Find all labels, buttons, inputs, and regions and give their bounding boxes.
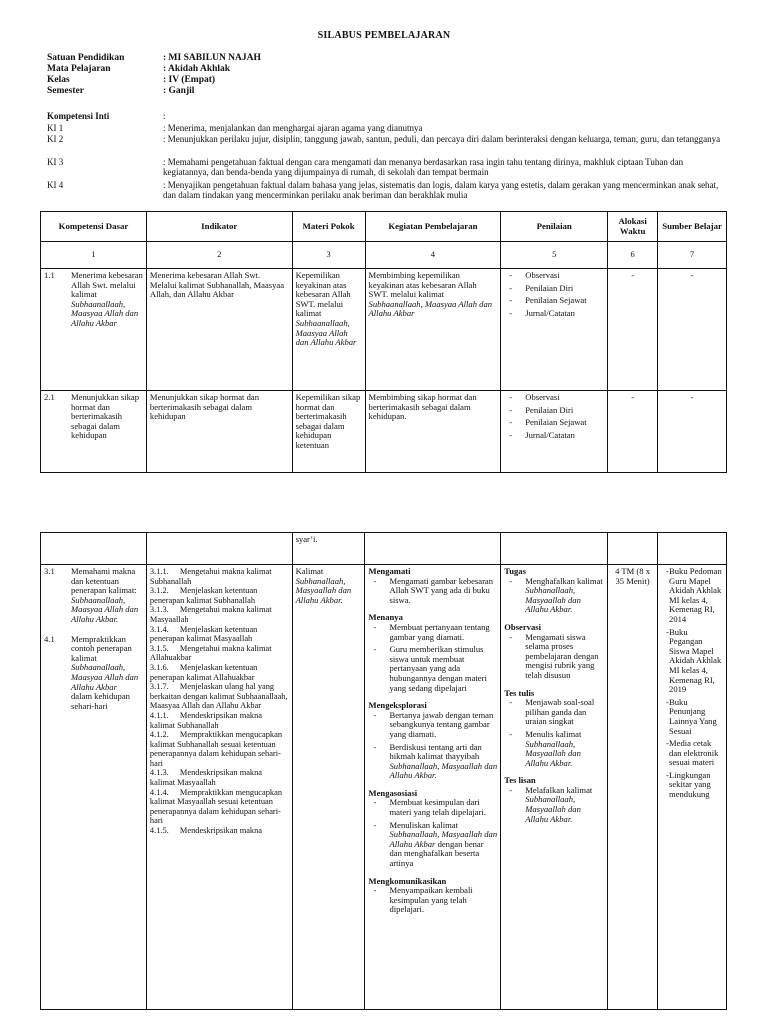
kegiatan-cell (365, 565, 501, 1010)
materi-italic: Subhaanallaah, Maasyaa Allah dan Allahu Akbar (295, 317, 357, 348)
list-item (504, 786, 604, 824)
indikator-text: Mengetahui makna kalimat Subhanallah (149, 567, 272, 586)
list-item: - Buku Pegangan Siswa Mapel Akidah Akhlak MI kelas 4, Kemenag RI, 2019 (661, 628, 723, 695)
item-text: Menulis kalimat (525, 728, 582, 739)
header-materi-pokok: Materi Pokok (292, 212, 365, 242)
materi-cell (292, 565, 365, 1010)
ki-text: : Memahami pengetahuan faktual dengan cara mengamati dan menanya berdasarkan rasa ingin tahu tentang dirinya, makhluk ciptaan Tuhan dan kegiatannya, dan benda-benda yang dijumpainya di rumah, di sekolah dan tempat bermain (163, 157, 684, 177)
syllabus-table-2 (40, 532, 727, 1010)
ki-label: KI 3 (47, 157, 64, 167)
kd-text: Memahami makna dan ketentuan penerapan kalimat: (71, 566, 137, 596)
kd-cell (41, 565, 147, 1010)
sumber-cell: - (658, 269, 727, 391)
kegiatan-cell (365, 269, 501, 391)
kd-number: 1.1 (44, 270, 55, 280)
header-penilaian: Penilaian (501, 212, 608, 242)
column-number: 6 (608, 242, 658, 269)
list-item: - Mengamati siswa selama proses pembelajaran dengan mengisi rubrik yang telah disusun (504, 633, 604, 681)
sumber-cell (658, 565, 727, 1010)
kegiatan-text: Membimbing kepemilikan keyakinan atas kebesaran Allah SWT. melalui kalimat (368, 270, 477, 300)
empty-cell (501, 533, 608, 565)
list-item: - Penilaian Sejawat (504, 418, 604, 428)
kegiatan-italic: Subhaanallaah, Maasyaa Allah dan Allahu Akbar (368, 298, 493, 319)
list-item (504, 577, 604, 615)
kd-number: 4.1 (44, 633, 55, 644)
indikator-number: 3.1.7. (149, 682, 169, 692)
indikator-number: 3.1.3. (149, 605, 169, 615)
header-kompetensi-dasar: Kompetensi Dasar (41, 212, 147, 242)
empty-cell (608, 533, 658, 565)
empty-cell (41, 533, 147, 565)
table-row (41, 533, 727, 565)
ki-text: : Menyajikan pengetahuan faktual dalam bahasa yang jelas, sistematis dan logis, dalam karya yang estetis, dalam gerakan yang mencerminkan anak sehat, dan dalam tindakan yang mencerminkan perilaku anak beriman dan berakhlak mulia (163, 180, 719, 200)
indikator-text: Menjelaskan ketentuan penerapan kalimat Allahuakbar (149, 662, 258, 682)
header-sumber-belajar: Sumber Belajar (658, 212, 727, 242)
indikator-text: Menjelaskan ketentuan penerapan kalimat Subhanallah (149, 586, 258, 605)
materi-cell: Kepemilikan sikap hormat dan berterimakasih sebagai dalam kehidupan ketentuan (292, 391, 365, 473)
column-number: 2 (146, 242, 292, 269)
sumber-cell: - (658, 391, 727, 473)
list-item: - Guru memberikan stimulus siswa untuk membuat pertanyaan yang ada hubungannya dengan materi yang sedang dipelajari (368, 645, 497, 693)
item-italic: Subhanallaah, Masyaallah dan Allahu Akbar. (525, 738, 581, 768)
indikator-text: Mendeskripsikan makna (179, 826, 263, 836)
ki-text: : Menunjukkan perilaku jujur, disiplin, tanggung jawab, santun, peduli, dan percaya diri dalam berinteraksi dengan keluarga, teman, guru, dan tetangganya (163, 134, 721, 144)
indikator-text: Mengetahui makna kalimat Allahuakbar (149, 643, 272, 663)
indikator-cell (146, 565, 292, 1010)
penilaian-cell (501, 391, 608, 473)
ki-colon: : (163, 111, 166, 121)
identity-label: Satuan Pendidikan (47, 53, 125, 63)
list-item (150, 730, 289, 768)
indikator-text: Mendeskripsikan makna kalimat Subhanallah (149, 710, 263, 730)
indikator-cell: Menunjukkan sikap hormat dan berterimakasih sebagai dalam kehidupan (146, 391, 292, 473)
list-item: - Menjawab soal-soal pilihan ganda dan uraian singkat (504, 698, 604, 727)
list-item (150, 826, 289, 836)
identity-label: Mata Pelajaran (47, 64, 111, 74)
table-row (41, 565, 727, 1010)
ki-label: KI 2 (47, 134, 64, 144)
list-item: - Buku Penunjang Lainnya Yang Sesuai (661, 698, 723, 736)
list-item (150, 768, 289, 787)
list-item: - Membuat kesimpulan dari materi yang telah dipelajari. (368, 798, 497, 817)
list-item: - Lingkungan sekitar yang mendukung (661, 771, 723, 800)
table-row (41, 391, 727, 473)
item-italic: Subhanallaah, Masyaallah dan Allahu Akbar. (525, 794, 581, 824)
page-title: SILABUS PEMBELAJARAN (317, 30, 451, 41)
ki-label: KI 4 (47, 180, 64, 190)
list-item (150, 663, 289, 682)
kd-text: Menerima kebesaran Allah Swt. melalui kalimat (71, 270, 143, 300)
section-heading: Menanya (368, 612, 403, 623)
item-text: Berdiskusi tentang arti dan hikmah kalimat thayyibah (389, 741, 482, 762)
identity-value: : Ganjil (163, 86, 195, 96)
materi-cell (292, 269, 365, 391)
item-italic: Subhanallaah, Masyaallah dan Allahu Akbar. (525, 585, 581, 615)
list-item (368, 821, 497, 869)
section-heading: Mengamati (368, 566, 411, 576)
list-item (150, 567, 289, 586)
list-item: - Membuat pertanyaan tentang gambar yang diamati. (368, 623, 497, 642)
indikator-text: Mempraktikkan mengucapkan kalimat Subhanallah sesuai ketentuan penerapannya dalam kehidupan sehari-hari (149, 730, 283, 768)
kd-italic: Subhaanallaah, Maasyaa Allah dan Allahu Akbar (71, 298, 139, 328)
indikator-number: 3.1.2. (149, 586, 169, 596)
item-text: dengan benar dan menghafalkan beserta artinya (389, 838, 484, 869)
indikator-number: 3.1.5. (149, 643, 169, 653)
list-item (150, 625, 289, 644)
item-text: Melafalkan kalimat (525, 784, 593, 795)
section-heading: Mengasosiasi (368, 787, 418, 798)
empty-cell (365, 533, 501, 565)
alokasi-cell: 4 TM (8 x 35 Menit) (608, 565, 658, 1010)
column-number: 4 (365, 242, 501, 269)
empty-cell (658, 533, 727, 565)
list-item: - Observasi (504, 271, 604, 281)
indikator-cell: Menerima kebesaran Allah Swt. Melalui kalimat Subhanallah, Maasyaa Allah, dan Allahu Akbar (146, 269, 292, 391)
column-number: 3 (292, 242, 365, 269)
list-item: - Buku Pedoman Guru Mapel Akidah Akhlak MI kelas 4, Kemenag RI, 2014 (661, 567, 723, 625)
list-item: - Bertanya jawab dengan teman sebangkunya tentang gambar yang diamati. (368, 711, 497, 740)
indikator-number: 4.1.1. (149, 710, 169, 720)
indikator-text: Menjelaskan ulang hal yang berkaitan dengan kalimat Subhaanallaah, Maasyaa Allah dan Allahu Akbar (149, 682, 288, 711)
list-item (368, 743, 497, 781)
header-kegiatan: Kegiatan Pembelajaran (365, 212, 501, 242)
list-item (150, 682, 289, 711)
section-heading: Tes tulis (504, 687, 535, 698)
section-heading: Mengeksplorasi (368, 700, 427, 711)
indikator-number: 4.1.2. (149, 730, 169, 740)
materi-continuation: syar’i. (292, 533, 365, 565)
item-italic: Subhanallaah, Masyaallah dan Allahu Akbar (389, 829, 498, 849)
column-number: 5 (501, 242, 608, 269)
list-item (150, 605, 289, 624)
ki-label: KI 1 (47, 123, 64, 133)
list-item: - Jurnal/Catatan (504, 431, 604, 441)
section-heading: Observasi (504, 621, 542, 632)
indikator-number: 4.1.4. (149, 787, 169, 797)
header-alokasi-waktu: Alokasi Waktu (608, 212, 658, 242)
list-item (150, 644, 289, 663)
list-item: - Observasi (504, 393, 604, 403)
section-heading: Mengkomunikasikan (368, 875, 447, 886)
list-item (504, 730, 604, 768)
ki-heading: Kompetensi Inti (47, 111, 110, 121)
kd-number: 2.1 (44, 392, 55, 402)
materi-text: Kalimat (295, 566, 324, 576)
indikator-text: Mendeskripsikan makna kalimat Masyaallah (149, 768, 263, 788)
item-text: Menuliskan kalimat (389, 819, 458, 830)
list-item: - Penilaian Sejawat (504, 296, 604, 306)
indikator-number: 4.1.5. (149, 826, 169, 836)
list-item: - Penilaian Diri (504, 284, 604, 294)
identity-value: : IV (Empat) (163, 75, 216, 85)
header-indikator: Indikator (146, 212, 292, 242)
identity-value: : Akidah Akhlak (163, 64, 231, 74)
empty-cell (146, 533, 292, 565)
section-heading: Tugas (504, 566, 526, 576)
penilaian-cell (501, 565, 608, 1010)
list-item: - Penilaian Diri (504, 406, 604, 416)
list-item (150, 788, 289, 826)
identity-value: : MI SABILUN NAJAH (163, 53, 261, 63)
section-heading: Tes lisan (504, 775, 536, 786)
indikator-text: Menjelaskan ketentuan penerapan kalimat Masyaallah (149, 624, 258, 644)
materi-italic: Subhanallaah, Masyaallah dan Allahu Akbar. (295, 575, 352, 605)
ki-text: : Menerima, menjalankan dan menghargai ajaran agama yang dianutnya (163, 123, 423, 133)
penilaian-cell (501, 269, 608, 391)
list-item (150, 711, 289, 730)
table-row (41, 269, 727, 391)
list-item: - Menyampaikan kembali kesimpulan yang telah dipelajari. (368, 886, 497, 915)
materi-text: Kepemilikan keyakinan atas kebesaran Allah SWT. melalui kalimat (295, 270, 351, 319)
list-item (150, 586, 289, 605)
kd-number: 3.1 (44, 566, 55, 576)
kd-text: dalam kehidupan sehari-hari (71, 691, 130, 711)
indikator-number: 3.1.6. (149, 662, 169, 672)
alokasi-cell: - (608, 391, 658, 473)
column-number: 7 (658, 242, 727, 269)
kd-cell (41, 269, 147, 391)
identity-label: Semester (47, 86, 84, 96)
kd-text: Mempraktikkan contoh penerapan kalimat (71, 633, 132, 663)
alokasi-cell: - (608, 269, 658, 391)
kd-italic: Subhaanallaah, Maasyaa Allah dan Allahu Akbar (71, 662, 139, 692)
syllabus-table-1 (40, 211, 727, 473)
kegiatan-cell: Membimbing sikap hormat dan berterimakasih sebagai dalam kehidupan. (365, 391, 501, 473)
item-italic: Subhanallaah, Masyaallah dan Allahu Akbar. (389, 760, 498, 781)
item-text: Menghafalkan kalimat (525, 575, 603, 586)
column-number: 1 (41, 242, 147, 269)
list-item: - Mengamati gambar kebesaran Allah SWT yang ada di buku siswa. (368, 577, 497, 606)
list-item: - Jurnal/Catatan (504, 309, 604, 319)
indikator-number: 3.1.4. (149, 624, 169, 634)
indikator-text: Mempraktikkan mengucapkan kalimat Masyaallah sesuai ketentuan penerapannya dalam kehidupan sehari-hari (149, 787, 283, 826)
indikator-number: 3.1.1. (149, 567, 169, 576)
kd-italic: Subhaanallaah, Maasyaa Allah dan Allahu Akbar. (71, 594, 139, 624)
identity-label: Kelas (47, 75, 70, 85)
kd-cell (41, 391, 147, 473)
indikator-text: Mengetahui makna kalimat Masyaallah (149, 605, 272, 624)
list-item: - Media cetak dan elektronik sesuai materi (661, 739, 723, 768)
kd-text: Menunjukkan sikap hormat dan berterimakasih sebagai dalam kehidupan (71, 392, 140, 441)
indikator-number: 4.1.3. (149, 768, 169, 778)
